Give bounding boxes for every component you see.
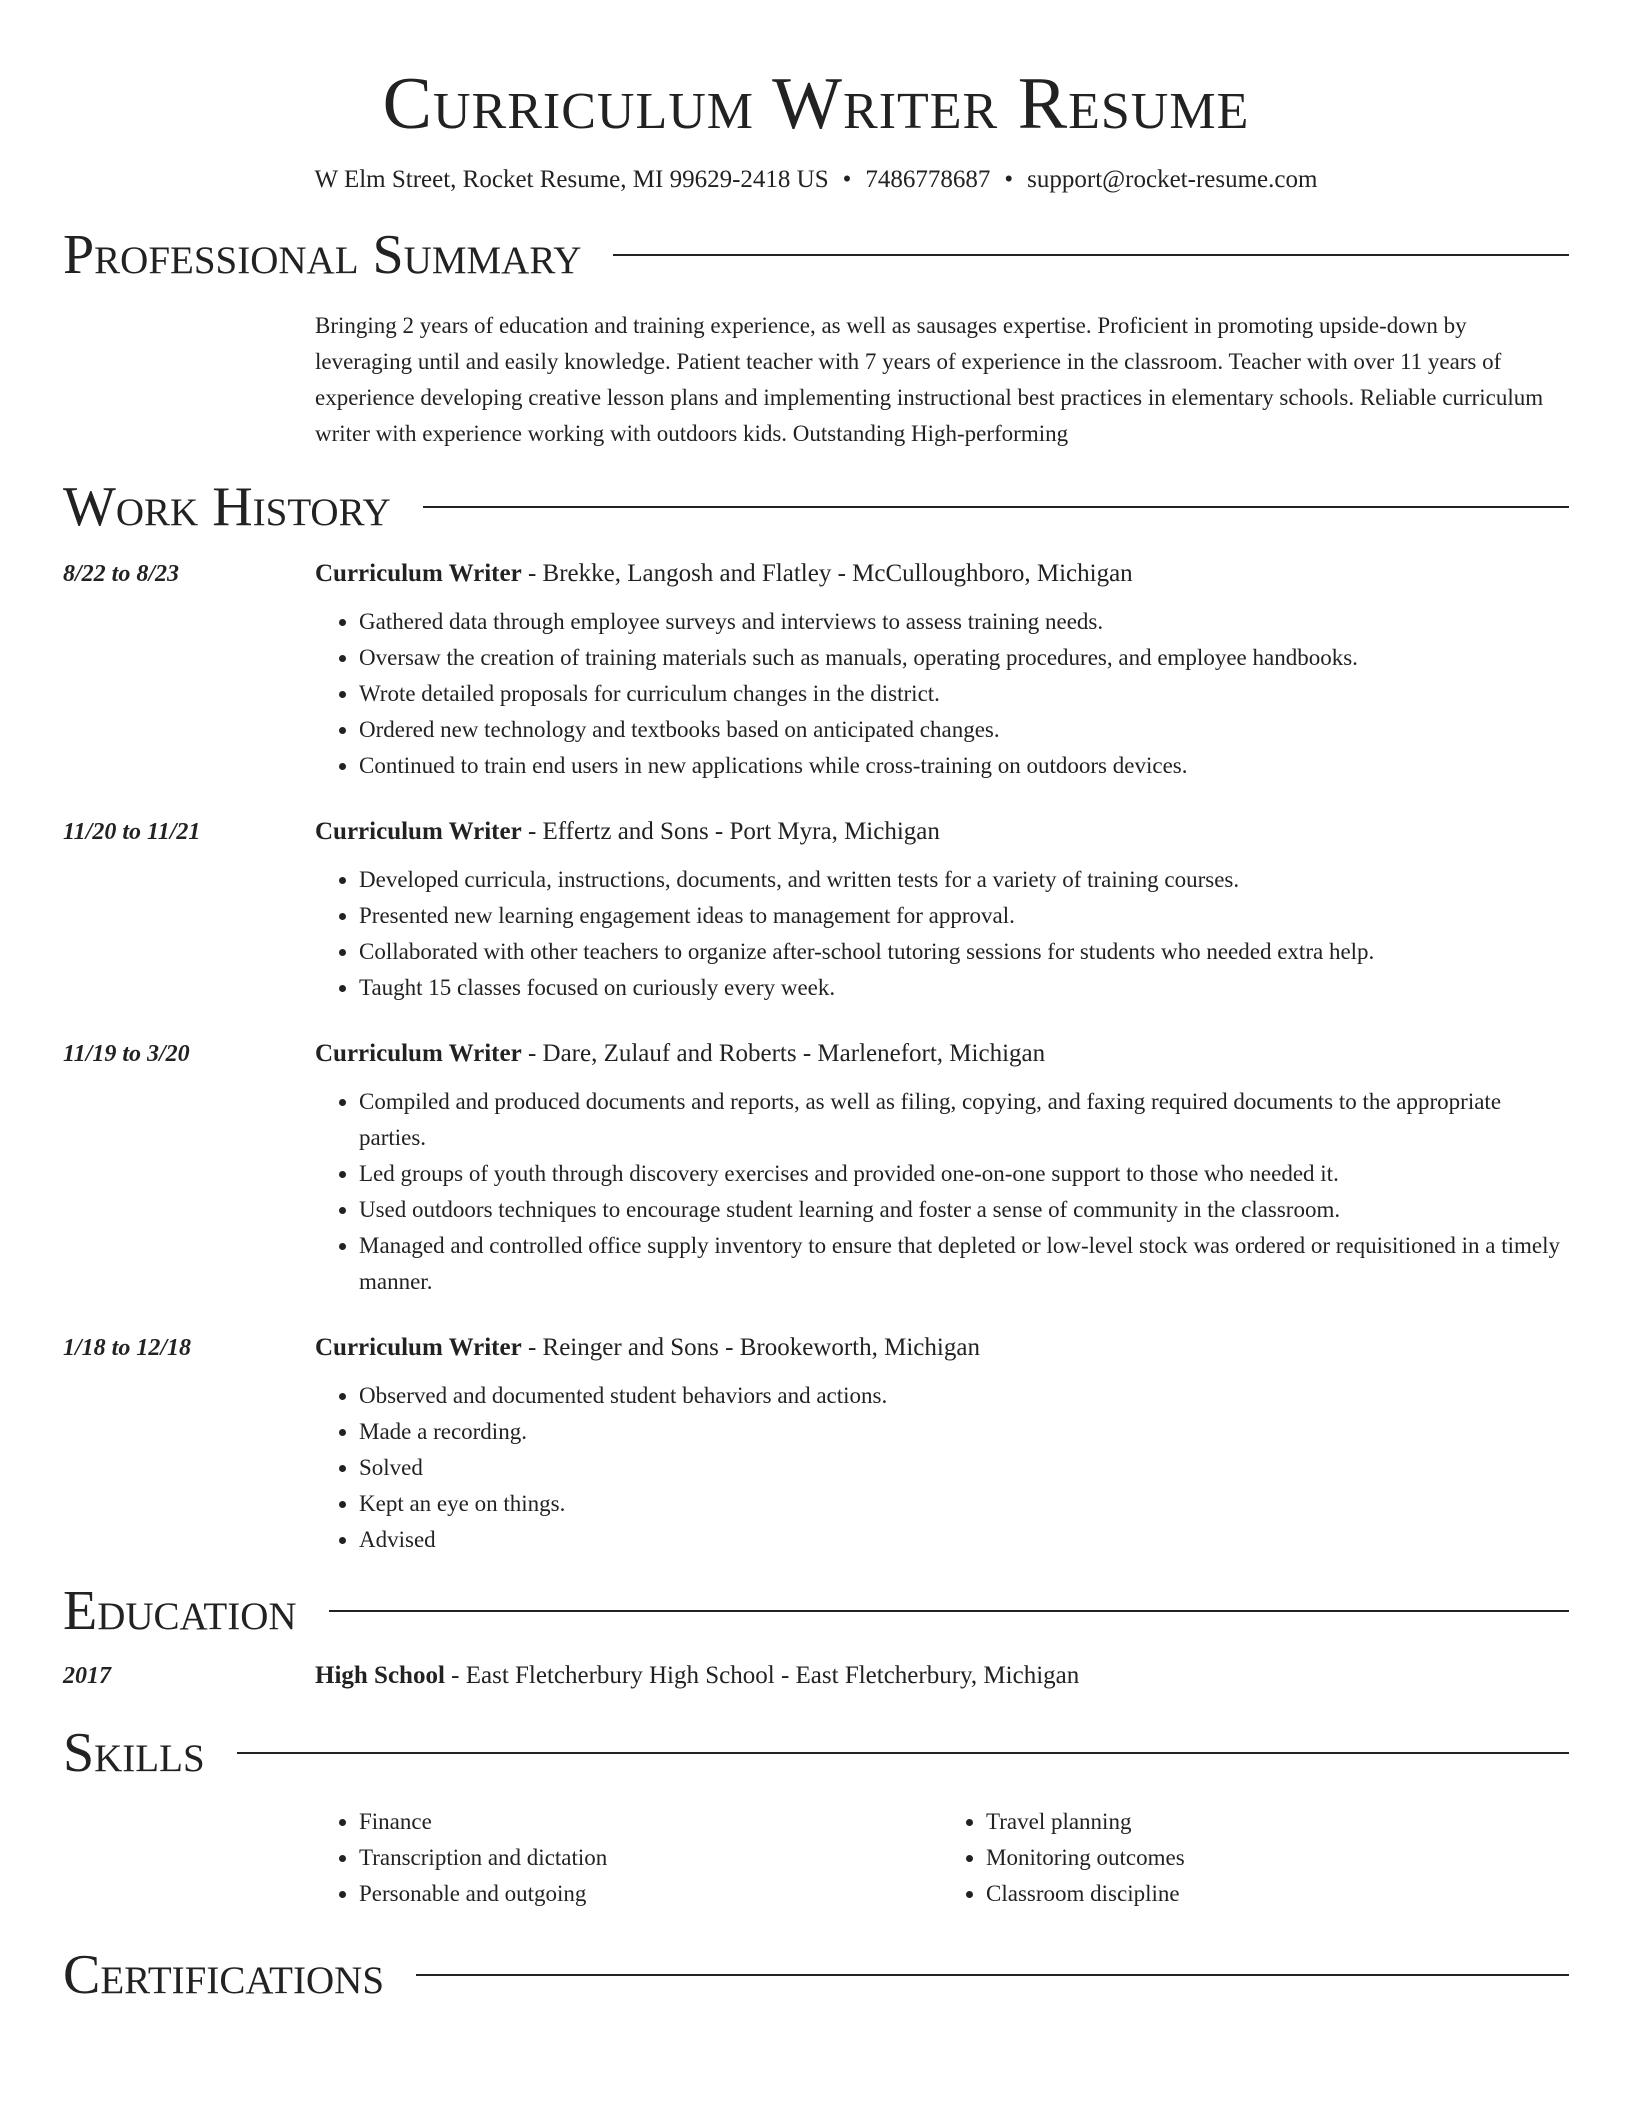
contact-separator: • [842,166,852,193]
job-bullets [315,1378,1569,1558]
job-bullet: • Kept an eye on things. [359,1486,1569,1522]
skill-item: • Classroom discipline [986,1876,1569,1912]
summary-heading: Professional Summary [63,224,582,286]
job-entry [63,1330,1569,1558]
job-bullet: • Developed curricula, instructions, documents, and written tests for a variety of training courses. [359,862,1569,898]
education-degree: High School [315,1662,445,1689]
contact-separator: • [1004,166,1014,193]
section-divider [416,1974,1569,1976]
job-dates: 8/22 to 8/23 [63,561,180,587]
job-bullets [315,862,1569,1006]
contact-email: support@rocket-resume.com [1027,166,1318,193]
section-divider [237,1752,1569,1754]
job-title-line [315,814,1569,850]
resume-title: Curriculum Writer Resume [382,63,1250,145]
job-body [315,814,1569,1006]
job-bullet: • Collaborated with other teachers to organize after-school tutoring sessions for students who needed extra help. [359,934,1569,970]
summary-text: Bringing 2 years of education and training experience, as well as sausages expertise. Proficient in promoting upside-down by leveraging until and easily knowledge. Patient teacher with 7 years of experience in the classroom. Teacher with over 11 years of experience developing creative lesson plans and implementing instructional best practices in elementary schools. Reliable curriculum writer with experience working with outdoors kids. Outstanding High-performing [315,313,1544,446]
job-title: Curriculum Writer [315,560,522,587]
job-bullet: • Oversaw the creation of training materials such as manuals, operating procedures, and employee handbooks. [359,640,1569,676]
job-bullet: • Managed and controlled office supply inventory to ensure that depleted or low-level stock was ordered or requisitioned in a timely manner. [359,1228,1569,1300]
education-section-header [63,1578,1569,1644]
education-year: 2017 [63,1663,111,1689]
skill-item: • Travel planning [986,1804,1569,1840]
job-entry [63,556,1569,784]
job-entry [63,814,1569,1006]
skill-item: • Monitoring outcomes [986,1840,1569,1876]
job-bullet: • Used outdoors techniques to encourage student learning and foster a sense of community in the classroom. [359,1192,1569,1228]
job-bullet: • Observed and documented student behaviors and actions. [359,1378,1569,1414]
work-heading: Work History [63,476,391,538]
job-title-line [315,1036,1569,1072]
job-bullet: • Compiled and produced documents and reports, as well as filing, copying, and faxing required documents to the appropriate parties. [359,1084,1569,1156]
job-body [315,1330,1569,1558]
work-section-header [63,474,1569,540]
job-body [315,1036,1569,1300]
section-divider [613,254,1569,256]
job-title-line [315,556,1569,592]
job-bullets [315,1084,1569,1300]
skills-list [315,1804,1569,1912]
job-bullet: • Wrote detailed proposals for curriculum changes in the district. [359,676,1569,712]
job-title-line [315,1330,1569,1366]
skills-heading: Skills [63,1722,205,1784]
job-title: Curriculum Writer [315,1334,522,1361]
job-employer: - Effertz and Sons - Port Myra, Michigan [521,818,940,845]
contact-address: W Elm Street, Rocket Resume, MI 99629-2418 US [314,166,829,193]
job-dates: 11/20 to 11/21 [63,819,201,845]
skills-column-left [315,1804,942,1912]
job-employer: - Brekke, Langosh and Flatley - McCulloughboro, Michigan [521,560,1133,587]
skills-column-right [942,1804,1569,1912]
job-bullet: • Made a recording. [359,1414,1569,1450]
skill-item: • Transcription and dictation [359,1840,942,1876]
job-dates: 1/18 to 12/18 [63,1335,192,1361]
section-divider [329,1610,1569,1612]
job-title: Curriculum Writer [315,818,522,845]
job-employer: - Reinger and Sons - Brookeworth, Michigan [521,1334,980,1361]
job-title: Curriculum Writer [315,1040,522,1067]
skill-item: • Personable and outgoing [359,1876,942,1912]
certifications-heading: Certifications [63,1944,385,2006]
section-divider [423,506,1569,508]
job-bullet: • Presented new learning engagement ideas to management for approval. [359,898,1569,934]
skill-item: • Finance [359,1804,942,1840]
job-bullet: • Gathered data through employee surveys and interviews to assess training needs. [359,604,1569,640]
job-bullet: • Taught 15 classes focused on curiously every week. [359,970,1569,1006]
contact-line [0,164,1632,196]
education-body [315,1658,1569,1694]
summary-section-header [63,222,1569,288]
education-school: - East Fletcherbury High School - East Fletcherbury, Michigan [444,1662,1080,1689]
job-bullet: • Ordered new technology and textbooks based on anticipated changes. [359,712,1569,748]
job-dates: 11/19 to 3/20 [63,1041,190,1067]
job-entry [63,1036,1569,1300]
education-line [315,1658,1569,1694]
contact-phone: 7486778687 [865,166,991,193]
job-bullet: • Led groups of youth through discovery exercises and provided one-on-one support to those who needed it. [359,1156,1569,1192]
job-bullet: • Advised [359,1522,1569,1558]
certifications-section-header [63,1942,1569,2008]
education-entry [63,1658,1569,1694]
job-bullet: • Continued to train end users in new applications while cross-training on outdoors devices. [359,748,1569,784]
job-body [315,556,1569,784]
education-heading: Education [63,1580,297,1642]
job-employer: - Dare, Zulauf and Roberts - Marlenefort, Michigan [521,1040,1046,1067]
job-bullets [315,604,1569,784]
job-bullet: • Solved [359,1450,1569,1486]
skills-section-header [63,1720,1569,1786]
